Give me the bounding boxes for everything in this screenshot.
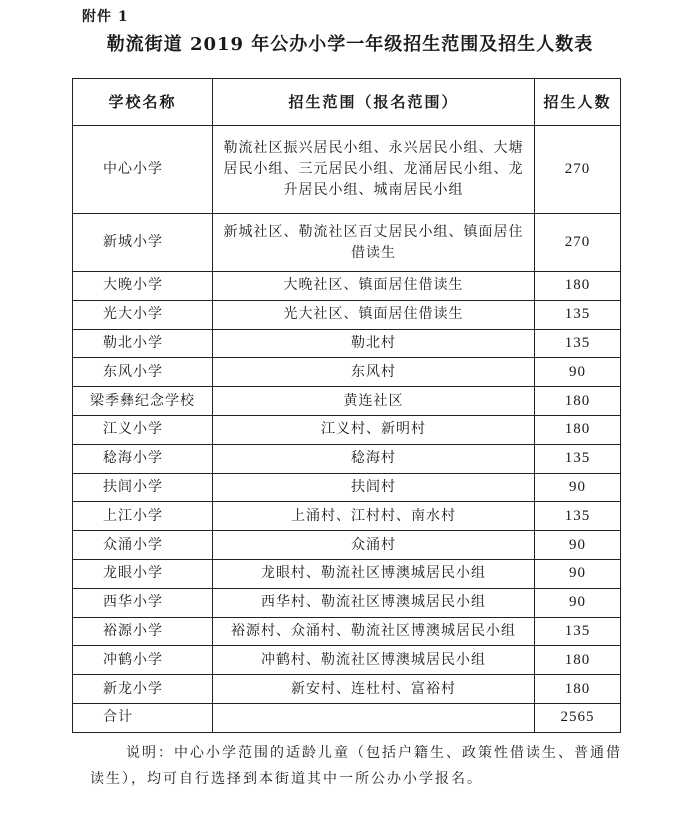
table-row: [73, 502, 621, 531]
total-row: [73, 703, 621, 732]
school-name-cell: 中心小学: [73, 126, 213, 214]
enrollment-count-cell: 135: [535, 329, 621, 358]
table-row: [73, 444, 621, 473]
school-name-cell: 冲鹤小学: [73, 646, 213, 675]
enrollment-count-cell: 90: [535, 531, 621, 560]
school-name-cell: 江义小学: [73, 415, 213, 444]
table-row: [73, 126, 621, 214]
enrollment-count-cell: 180: [535, 675, 621, 704]
enrollment-count-cell: 135: [535, 502, 621, 531]
school-name-cell: 东风小学: [73, 358, 213, 387]
table-row: [73, 675, 621, 704]
table-row: [73, 387, 621, 416]
school-name-cell: 勒北小学: [73, 329, 213, 358]
school-name-cell: 上江小学: [73, 502, 213, 531]
table-body: [73, 126, 621, 733]
school-name-cell: 西华小学: [73, 588, 213, 617]
enrollment-count-cell: 270: [535, 126, 621, 214]
enrollment-range-cell: 东风村: [213, 358, 535, 387]
enrollment-count-cell: 90: [535, 588, 621, 617]
total-value-cell: 2565: [535, 703, 621, 732]
total-label-cell: 合计: [73, 703, 213, 732]
attachment-label: 附件 1: [82, 9, 129, 25]
school-name-cell: 新龙小学: [73, 675, 213, 704]
school-name-cell: 众涌小学: [73, 531, 213, 560]
enrollment-count-cell: 135: [535, 300, 621, 329]
school-name-cell: 大晚小学: [73, 272, 213, 301]
school-name-cell: 新城小学: [73, 214, 213, 272]
table-row: [73, 329, 621, 358]
table-row: [73, 272, 621, 301]
enrollment-count-cell: 180: [535, 415, 621, 444]
enrollment-count-cell: 180: [535, 387, 621, 416]
table-row: [73, 646, 621, 675]
enrollment-range-cell: 黄连社区: [213, 387, 535, 416]
table-row: [73, 300, 621, 329]
enrollment-count-cell: 135: [535, 444, 621, 473]
enrollment-range-cell: 龙眼村、勒流社区博澳城居民小组: [213, 559, 535, 588]
enrollment-range-cell: 勒流社区振兴居民小组、永兴居民小组、大塘居民小组、三元居民小组、龙涌居民小组、龙升居民小组、城南居民小组: [213, 126, 535, 214]
enrollment-count-cell: 270: [535, 214, 621, 272]
table-row: [73, 617, 621, 646]
enrollment-range-cell: 勒北村: [213, 329, 535, 358]
enrollment-range-cell: 光大社区、镇面居住借读生: [213, 300, 535, 329]
note-text: 说明：中心小学范围的适龄儿童（包括户籍生、政策性借读生、普通借读生），均可自行选择到本街道其中一所公办小学报名。: [90, 745, 622, 787]
enrollment-range-cell: 上涌村、江村村、南水村: [213, 502, 535, 531]
school-name-cell: 龙眼小学: [73, 559, 213, 588]
school-name-cell: 光大小学: [73, 300, 213, 329]
table-row: [73, 415, 621, 444]
table-header-row: [73, 79, 621, 126]
school-name-cell: 裕源小学: [73, 617, 213, 646]
enrollment-table: [72, 78, 621, 733]
enrollment-count-cell: 90: [535, 559, 621, 588]
total-empty-cell: [213, 703, 535, 732]
enrollment-range-cell: 裕源村、众涌村、勒流社区博澳城居民小组: [213, 617, 535, 646]
table-row: [73, 559, 621, 588]
table-row: [73, 531, 621, 560]
table-row: [73, 588, 621, 617]
header-enrollment-count: 招生人数: [535, 79, 621, 126]
enrollment-count-cell: 180: [535, 646, 621, 675]
school-name-cell: 梁季彝纪念学校: [73, 387, 213, 416]
table-row: [73, 473, 621, 502]
school-name-cell: 稔海小学: [73, 444, 213, 473]
explanatory-note: [90, 740, 622, 792]
header-school-name: 学校名称: [73, 79, 213, 126]
enrollment-range-cell: 大晚社区、镇面居住借读生: [213, 272, 535, 301]
enrollment-range-cell: 稔海村: [213, 444, 535, 473]
enrollment-range-cell: 西华村、勒流社区博澳城居民小组: [213, 588, 535, 617]
header-enrollment-range: 招生范围（报名范围）: [213, 79, 535, 126]
table-row: [73, 214, 621, 272]
enrollment-count-cell: 90: [535, 358, 621, 387]
enrollment-range-cell: 江义村、新明村: [213, 415, 535, 444]
table-row: [73, 358, 621, 387]
page-title: 勒流街道 2019 年公办小学一年级招生范围及招生人数表: [106, 34, 594, 55]
enrollment-range-cell: 众涌村: [213, 531, 535, 560]
enrollment-range-cell: 新安村、连杜村、富裕村: [213, 675, 535, 704]
enrollment-count-cell: 180: [535, 272, 621, 301]
enrollment-range-cell: 扶闾村: [213, 473, 535, 502]
enrollment-count-cell: 90: [535, 473, 621, 502]
enrollment-range-cell: 冲鹤村、勒流社区博澳城居民小组: [213, 646, 535, 675]
enrollment-count-cell: 135: [535, 617, 621, 646]
school-name-cell: 扶闾小学: [73, 473, 213, 502]
enrollment-range-cell: 新城社区、勒流社区百丈居民小组、镇面居住借读生: [213, 214, 535, 272]
